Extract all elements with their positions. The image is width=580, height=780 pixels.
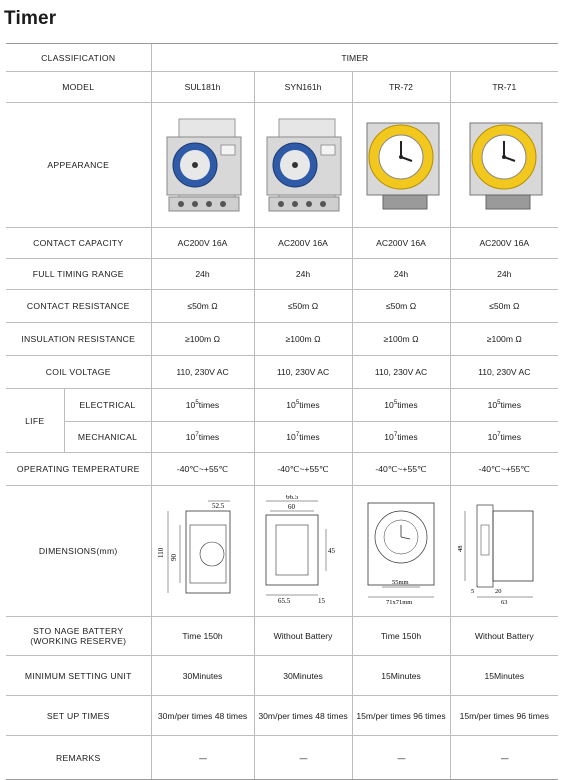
cell-value: -40℃~+55℃ bbox=[450, 453, 558, 486]
tr72-dimension-drawing bbox=[354, 495, 448, 607]
cell-value: 30m/per times 48 times bbox=[254, 696, 352, 736]
cell-value: 110, 230V AC bbox=[450, 356, 558, 389]
row-label: REMARKS bbox=[6, 736, 151, 780]
cell-value: 15m/per times 96 times bbox=[450, 696, 558, 736]
cell-value: 30m/per times 48 times bbox=[151, 696, 254, 736]
cell-value: ≥100m Ω bbox=[254, 323, 352, 356]
life-label: LIFE bbox=[6, 389, 64, 453]
dimension-label: 48 bbox=[457, 545, 465, 552]
cell-value: $10^5times$ bbox=[352, 389, 450, 422]
dimension-label: 5 bbox=[471, 588, 475, 595]
cell-value: TR-71 bbox=[450, 72, 558, 103]
cell-value: 110, 230V AC bbox=[151, 356, 254, 389]
cell-value: AC200V 16A bbox=[450, 228, 558, 259]
table-row bbox=[6, 617, 558, 656]
table-row bbox=[6, 103, 558, 228]
cell-value: 15m/per times 96 times bbox=[352, 696, 450, 736]
cell-value: AC200V 16A bbox=[352, 228, 450, 259]
row-label: MINIMUM SETTING UNIT bbox=[6, 656, 151, 696]
cell-value: 24h bbox=[450, 259, 558, 290]
row-label: SET UP TIMES bbox=[6, 696, 151, 736]
cell-value: ≥100m Ω bbox=[151, 323, 254, 356]
dimension-label: 65.5 bbox=[278, 597, 291, 605]
cell-value: ---- bbox=[254, 736, 352, 780]
syn161h-timer-image bbox=[261, 115, 345, 215]
table-row bbox=[6, 422, 558, 453]
storage-battery-label-line1: STO NAGE BATTERY bbox=[33, 626, 124, 636]
row-label: CONTACT CAPACITY bbox=[6, 228, 151, 259]
cell-value: Time 150h bbox=[151, 617, 254, 656]
cell-value: $10^5times$ bbox=[254, 389, 352, 422]
cell-value: ≥100m Ω bbox=[450, 323, 558, 356]
table-row bbox=[6, 486, 558, 617]
cell-value: ≤50m Ω bbox=[352, 290, 450, 323]
cell-value: ≤50m Ω bbox=[450, 290, 558, 323]
cell-value: Time 150h bbox=[352, 617, 450, 656]
cell-value: 15Minutes bbox=[352, 656, 450, 696]
cell-value: ≤50m Ω bbox=[151, 290, 254, 323]
cell-value: -40℃~+55℃ bbox=[151, 453, 254, 486]
row-label: OPERATING TEMPERATURE bbox=[6, 453, 151, 486]
dimension-label: 55mm bbox=[392, 579, 409, 586]
table-row bbox=[6, 228, 558, 259]
dimension-label: 63 bbox=[501, 599, 508, 606]
tr72-timer-image bbox=[359, 115, 443, 215]
row-label: APPEARANCE bbox=[6, 103, 151, 228]
cell-value: ≥100m Ω bbox=[352, 323, 450, 356]
table-row bbox=[6, 259, 558, 290]
cell-value: $10^7times$ bbox=[450, 422, 558, 453]
row-label: COIL VOLTAGE bbox=[6, 356, 151, 389]
dimension-label: 52.5 bbox=[211, 502, 224, 510]
dimension-label: 20 bbox=[495, 588, 502, 595]
dimension-label: 66.5 bbox=[286, 495, 299, 501]
cell-value: 30Minutes bbox=[254, 656, 352, 696]
cell-value: ≤50m Ω bbox=[254, 290, 352, 323]
cell-value: ---- bbox=[352, 736, 450, 780]
cell-value: 24h bbox=[352, 259, 450, 290]
sul181h-dimension-drawing bbox=[156, 495, 250, 607]
tr71-dimension-drawing bbox=[457, 495, 551, 607]
cell-value: Without Battery bbox=[254, 617, 352, 656]
table-row bbox=[6, 290, 558, 323]
cell-value: Without Battery bbox=[450, 617, 558, 656]
cell-value: SYN161h bbox=[254, 72, 352, 103]
dimension-label: 71x71mm bbox=[386, 599, 413, 606]
table-row bbox=[6, 696, 558, 736]
dimension-label: 60 bbox=[288, 503, 296, 511]
row-label: CONTACT RESISTANCE bbox=[6, 290, 151, 323]
table-row bbox=[6, 656, 558, 696]
cell-value: $10^5times$ bbox=[450, 389, 558, 422]
cell-value: -40℃~+55℃ bbox=[352, 453, 450, 486]
dimension-label: 90 bbox=[169, 554, 178, 561]
row-label: MECHANICAL bbox=[64, 422, 151, 453]
cell-value: AC200V 16A bbox=[151, 228, 254, 259]
dimension-label: 15 bbox=[318, 597, 326, 605]
row-label: ELECTRICAL bbox=[64, 389, 151, 422]
cell-value: 24h bbox=[254, 259, 352, 290]
table-row bbox=[6, 453, 558, 486]
cell-value: ---- bbox=[450, 736, 558, 780]
cell-value: -40℃~+55℃ bbox=[254, 453, 352, 486]
cell-value: SUL181h bbox=[151, 72, 254, 103]
row-label: INSULATION RESISTANCE bbox=[6, 323, 151, 356]
storage-battery-label-line2: (WORKING RESERVE) bbox=[30, 636, 127, 646]
cell-value: $10^5times$ bbox=[151, 389, 254, 422]
row-label bbox=[6, 617, 151, 656]
row-label: CLASSIFICATION bbox=[6, 44, 151, 72]
cell-value: 110, 230V AC bbox=[352, 356, 450, 389]
cell-value: $10^7times$ bbox=[352, 422, 450, 453]
sul181h-timer-image bbox=[161, 115, 245, 215]
cell-value: $10^7times$ bbox=[254, 422, 352, 453]
table-row bbox=[6, 72, 558, 103]
cell-value: 24h bbox=[151, 259, 254, 290]
tr71-timer-image bbox=[462, 115, 546, 215]
table-row bbox=[6, 44, 558, 72]
spec-table bbox=[6, 43, 558, 780]
row-label: MODEL bbox=[6, 72, 151, 103]
cell-value: 15Minutes bbox=[450, 656, 558, 696]
cell-value: TR-72 bbox=[352, 72, 450, 103]
syn161h-dimension-drawing bbox=[256, 495, 350, 607]
table-row bbox=[6, 389, 558, 422]
dimension-label: 110 bbox=[156, 547, 165, 558]
cell-value: 110, 230V AC bbox=[254, 356, 352, 389]
table-row bbox=[6, 323, 558, 356]
cell-value: 30Minutes bbox=[151, 656, 254, 696]
table-row bbox=[6, 356, 558, 389]
cell-value: $10^7times$ bbox=[151, 422, 254, 453]
classification-value: TIMER bbox=[151, 44, 558, 72]
page-title: Timer bbox=[4, 8, 57, 29]
table-row bbox=[6, 736, 558, 780]
cell-value: ---- bbox=[151, 736, 254, 780]
row-label: DIMENSIONS(mm) bbox=[6, 486, 151, 617]
dimension-label: 45 bbox=[328, 547, 336, 555]
row-label: FULL TIMING RANGE bbox=[6, 259, 151, 290]
cell-value: AC200V 16A bbox=[254, 228, 352, 259]
